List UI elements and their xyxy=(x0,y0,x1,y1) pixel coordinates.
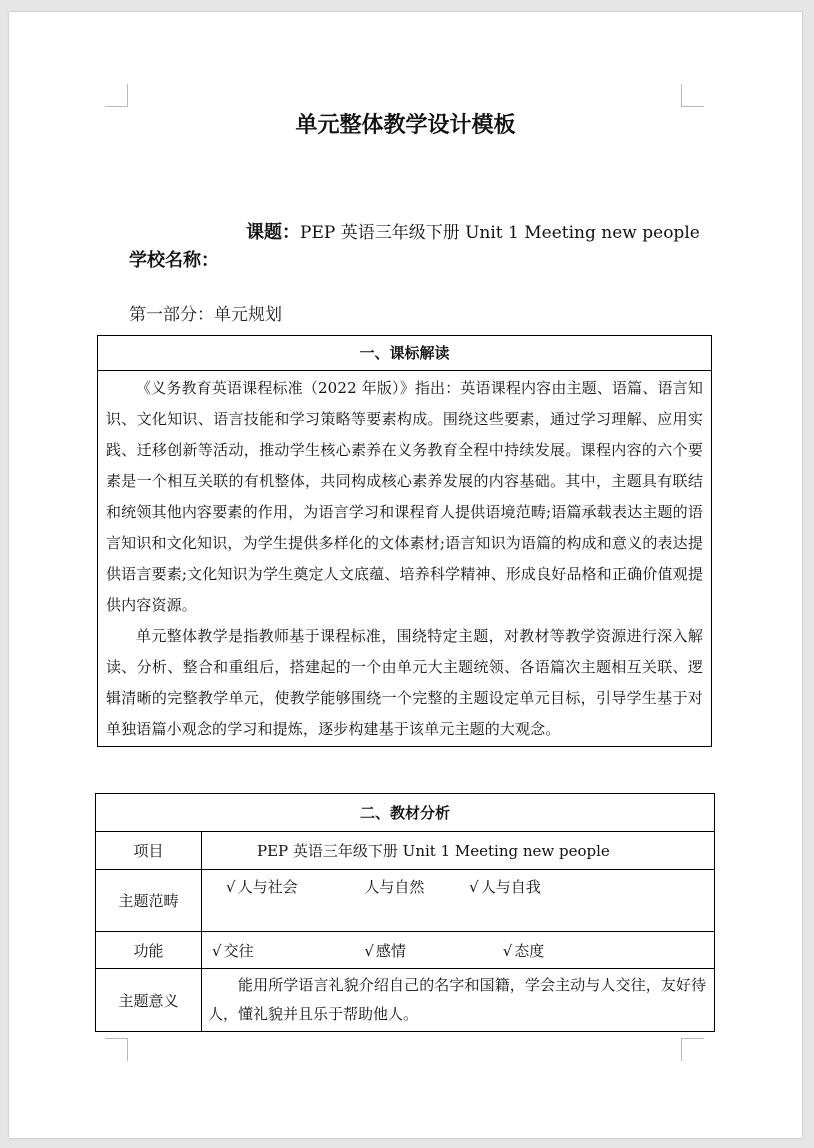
check-mark-icon: √ xyxy=(502,941,513,960)
section1-body xyxy=(98,371,711,745)
theme-option-society: √ 人与社会 xyxy=(226,878,298,896)
textbook-analysis-table xyxy=(95,793,715,1032)
function-label: 功能 xyxy=(96,932,202,969)
item-value: PEP 英语三年级下册 Unit 1 Meeting new people xyxy=(202,832,715,870)
function-option-interaction: √ 交往 xyxy=(212,941,254,960)
course-value: PEP 英语三年级下册 Unit 1 Meeting new people xyxy=(300,223,700,243)
check-mark-icon: √ xyxy=(364,941,374,960)
theme-option-self: √ 人与自我 xyxy=(469,878,541,896)
school-name-label: 学校名称： xyxy=(129,250,219,271)
section1-heading: 一、课标解读 xyxy=(98,336,711,371)
theme-option-nature: 人与自然 xyxy=(364,878,425,896)
curriculum-standard-box xyxy=(97,335,712,747)
check-mark-icon: √ xyxy=(226,878,236,896)
section1-paragraph: 《义务教育英语课程标准（2022 年版）》指出：英语课程内容由主题、语篇、语言知识、文化知识、语言技能和学习策略等要素构成。围绕这些要素，通过学习理解、应用实践、迁移创新等活动，推动学生核心素养在义务教育全程中持续发展。课程内容的六个要素是一个相互关联的有机整体，共同构成核心素养发展的内容基础。其中，主题具有联结和统领其他内容要素的作用，为语言学习和课程育人提供语境范畴;语篇承载表达主题的语言知识和文化知识，为学生提供多样化的文体素材;语言知识为语篇的构成和意义的表达提供语言要素;文化知识为学生奠定人文底蕴、培养科学精神、形成良好品格和正确价值观提供内容资源。 xyxy=(106,379,703,614)
check-mark-icon: √ xyxy=(212,941,222,960)
part-heading: 第一部分：单元规划 xyxy=(129,305,282,325)
theme-options xyxy=(202,870,715,932)
section1-paragraph: 单元整体教学是指教师基于课程标准，围绕特定主题，对教材等教学资源进行深入解读、分析、整合和重组后，搭建起的一个由单元大主题统领、各语篇次主题相互关联、逻辑清晰的完整教学单元，使教学能够围绕一个完整的主题设定单元目标，引导学生基于对单独语篇小观念的学习和提炼，逐步构建基于该单元主题的大观念。 xyxy=(106,627,703,738)
margin-corner-bottom-right xyxy=(681,1038,704,1061)
margin-corner-bottom-left xyxy=(105,1038,128,1061)
margin-corner-top-left xyxy=(105,84,128,107)
item-label: 项目 xyxy=(96,832,202,870)
section2-heading: 二、教材分析 xyxy=(96,794,715,832)
function-option-feeling: √ 感情 xyxy=(364,941,406,960)
theme-label: 主题范畴 xyxy=(96,870,202,932)
document-title: 单元整体教学设计模板 xyxy=(295,113,516,138)
function-options xyxy=(202,932,715,969)
meaning-text: 能用所学语言礼貌介绍自己的名字和国籍，学会主动与人交往，友好待人，懂礼貌并且乐于帮助他人。 xyxy=(202,969,715,1032)
document-page xyxy=(9,12,802,1138)
meaning-label: 主题意义 xyxy=(96,969,202,1032)
function-option-attitude: √ 态度 xyxy=(502,941,545,960)
check-mark-icon: √ xyxy=(469,878,479,896)
course-label: 课题： xyxy=(246,222,300,243)
course-line xyxy=(246,218,700,244)
margin-corner-top-right xyxy=(681,84,704,107)
